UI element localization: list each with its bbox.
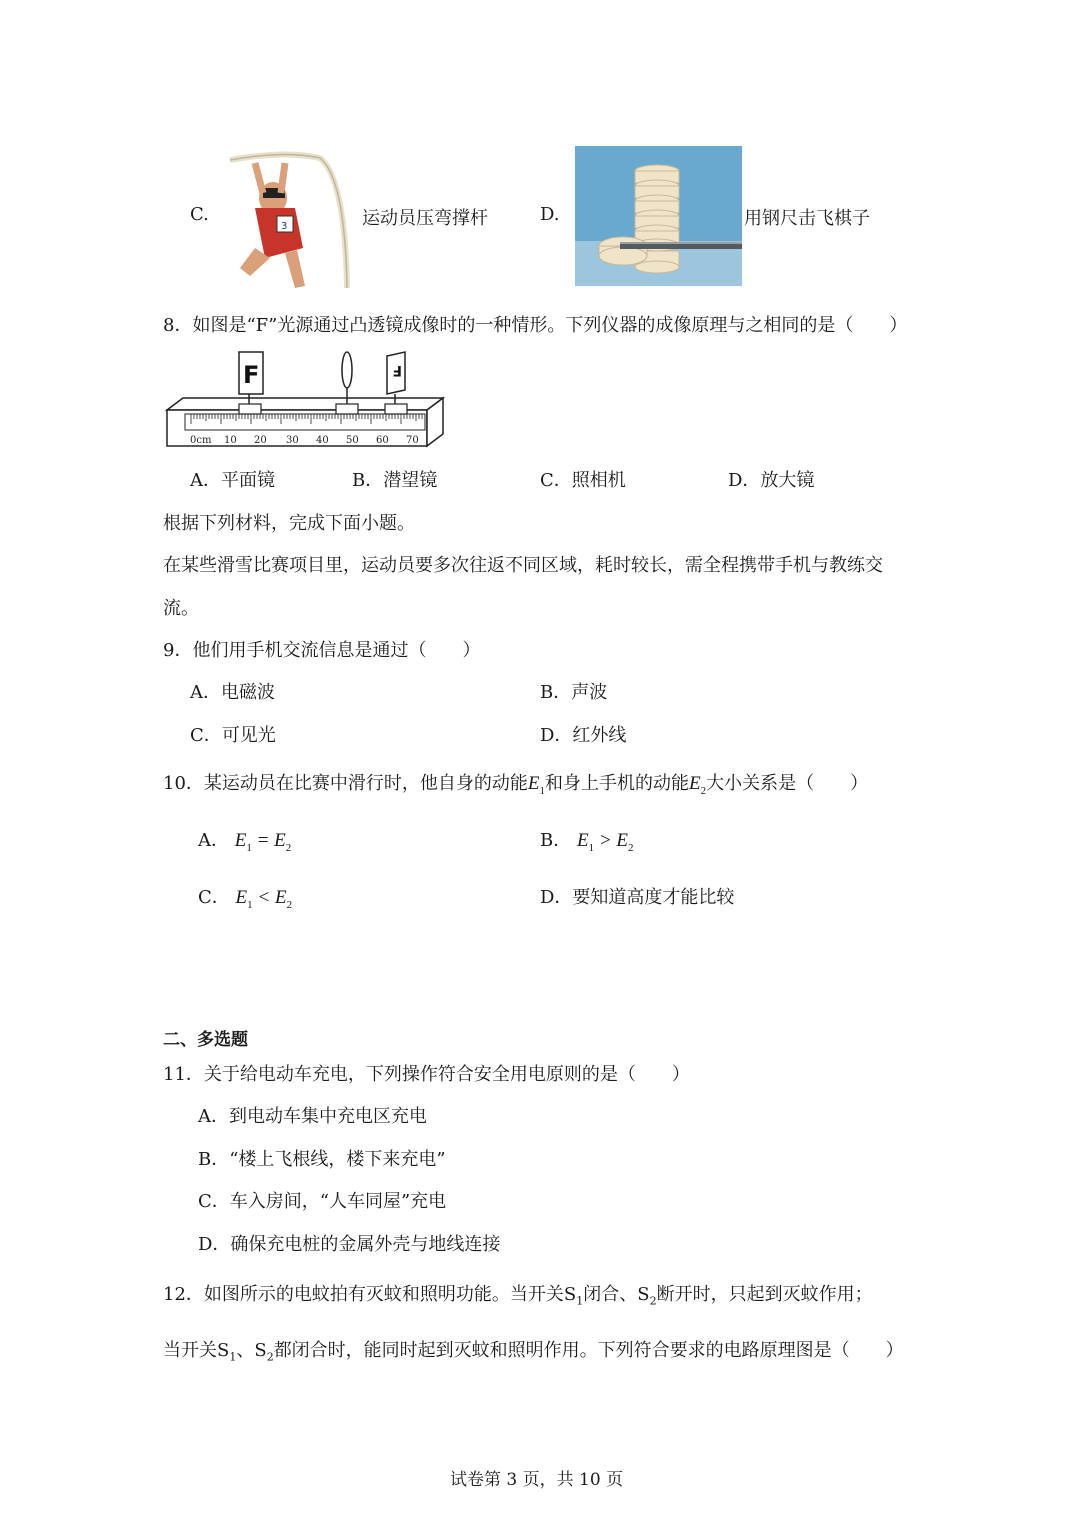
q10-option-a-formula: $E_1 = E_2$	[234, 830, 292, 854]
q11-option-c: C．车入房间，“人车同屋”充电	[198, 1191, 447, 1212]
q9-option-d: D．红外线	[540, 725, 627, 746]
q10-option-b-formula: $E_1 > E_2$	[576, 830, 634, 854]
q10-option-c-formula: $E_1 < E_2$	[235, 887, 293, 911]
tick-label: 20	[254, 435, 267, 446]
q10-stem-part-a: 10．某运动员在比赛中滑行时，他自身的动能	[163, 773, 528, 794]
tick-label: 10	[224, 435, 237, 446]
material-line-1: 在某些滑雪比赛项目里，运动员要多次往返不同区域，耗时较长，需全程携带手机与教练交	[163, 555, 883, 576]
tick-label: 60	[376, 435, 389, 446]
q11-option-d: D．确保充电桩的金属外壳与地线连接	[198, 1234, 501, 1255]
q10-option-c-letter: C．	[198, 887, 230, 908]
e2-symbol: $E_2$	[689, 773, 707, 797]
q10-stem-part-c: 大小关系是（ ）	[706, 773, 869, 794]
option-c-caption: 运动员压弯撑杆	[362, 208, 488, 229]
q10-option-b	[540, 826, 634, 854]
q8-option-a: A．平面镜	[190, 470, 275, 491]
q8-option-d: D．放大镜	[728, 470, 815, 491]
q10-option-a-letter: A．	[198, 830, 229, 851]
material-intro: 根据下列材料，完成下面小题。	[163, 513, 415, 534]
q8-option-b: B．潜望镜	[352, 470, 438, 491]
tick-label: 40	[316, 435, 329, 446]
q12-stem-1b: 闭合、S	[583, 1284, 650, 1305]
q12-stem-2c: 都闭合时，能同时起到灭蚊和照明作用。下列符合要求的电路原理图是（ ）	[273, 1340, 904, 1361]
q9-option-b: B．声波	[540, 682, 608, 703]
q12-stem-2a: 当开关S	[163, 1340, 230, 1361]
svg-text:3: 3	[281, 221, 288, 232]
q12-stem-line-1: 12．如图所示的电蚊拍有灭蚊和照明功能。当开关$S_1$闭合、$S_2$断开时，只起到灭蚊作用；	[163, 1284, 873, 1308]
material-line-2: 流。	[163, 598, 199, 619]
tick-label: 30	[286, 435, 299, 446]
section-title: 二、多选题	[163, 1030, 248, 1050]
tick-label: 0cm	[190, 435, 212, 446]
q10-option-c	[198, 883, 292, 911]
q10-option-d: D．要知道高度才能比较	[540, 887, 735, 908]
option-d-caption: 用钢尺击飞棋子	[744, 208, 870, 229]
q10-option-a	[198, 826, 291, 854]
q9-stem: 9．他们用手机交流信息是通过（ ）	[163, 640, 481, 661]
q11-stem: 11．关于给电动车充电，下列操作符合安全用电原则的是（ ）	[163, 1064, 690, 1085]
option-c-letter: C.	[190, 204, 209, 225]
image-letter: F	[392, 362, 402, 378]
q10-option-b-letter: B．	[540, 830, 572, 851]
q12-stem-1c: 断开时，只起到灭蚊作用；	[656, 1284, 873, 1305]
lens-bench-figure	[163, 350, 448, 452]
checkers-stack-photo	[575, 146, 742, 286]
tick-label: 70	[406, 435, 419, 446]
page-footer: 试卷第 3 页，共 10 页	[450, 1470, 624, 1490]
q12-stem-line-2: 当开关$S_1$、$S_2$都闭合时，能同时起到灭蚊和照明作用。下列符合要求的电路原理图是（ ）	[163, 1340, 904, 1364]
q9-option-c: C．可见光	[190, 725, 276, 746]
q8-stem: 8．如图是“F”光源通过凸透镜成像时的一种情形。下列仪器的成像原理与之相同的是（ ）	[163, 315, 908, 336]
e1-symbol: $E_1$	[527, 773, 546, 797]
q8-option-c: C．照相机	[540, 470, 626, 491]
source-letter: F	[243, 361, 260, 389]
tick-label: 50	[346, 435, 359, 446]
pole-vault-photo	[225, 148, 355, 293]
q12-stem-1a: 12．如图所示的电蚊拍有灭蚊和照明功能。当开关S	[163, 1284, 577, 1305]
q11-option-a: A．到电动车集中充电区充电	[198, 1106, 427, 1127]
q10-stem-part-b: 和身上手机的动能	[545, 773, 690, 794]
q11-option-b: B．“楼上飞根线，楼下来充电”	[198, 1149, 446, 1170]
q9-option-a: A．电磁波	[190, 682, 275, 703]
q10-stem	[163, 769, 868, 797]
option-d-letter: D.	[540, 204, 560, 225]
q12-stem-2b: 、S	[236, 1340, 267, 1361]
